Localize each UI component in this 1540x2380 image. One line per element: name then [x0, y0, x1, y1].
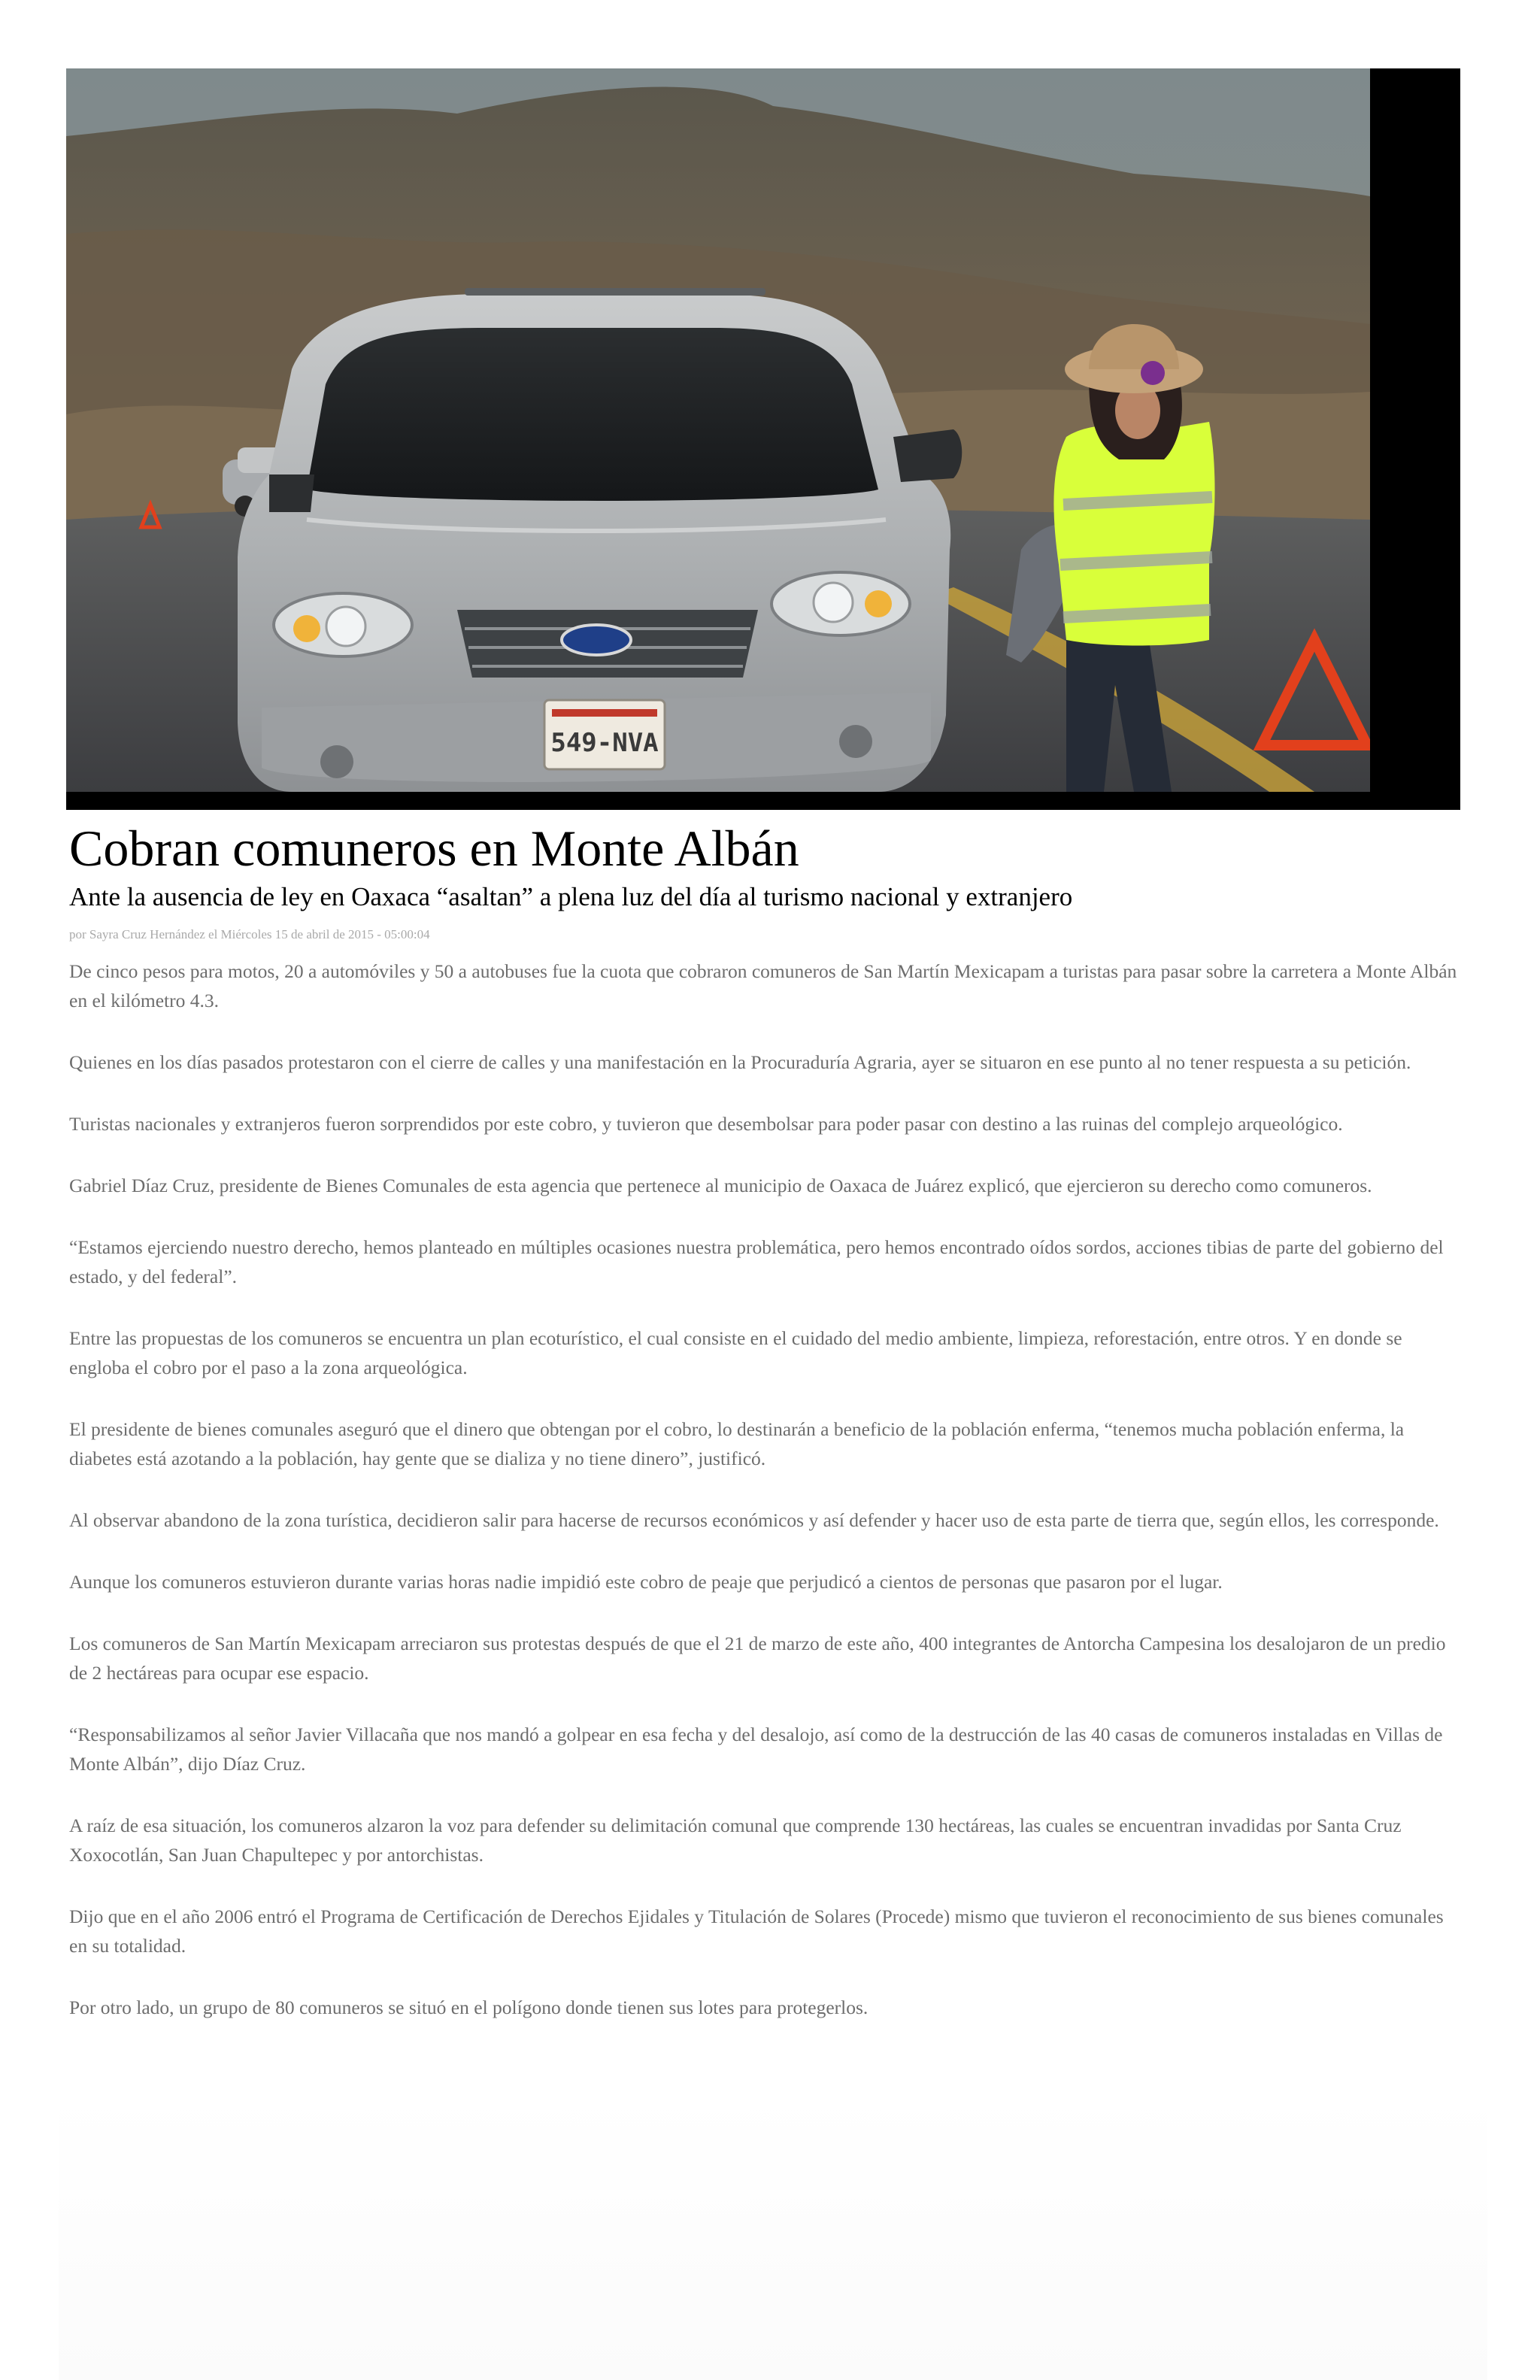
article-paragraph: Los comuneros de San Martín Mexicapam arreciaron sus protestas después de que el 21 de marzo de este año, 400 integrantes de Antorcha Campesina los desalojaron de un predio de 2 hectáreas para ocupar ese espacio. [69, 1633, 1446, 1684]
article-paragraph: Gabriel Díaz Cruz, presidente de Bienes Comunales de esta agencia que pertenece al municipio de Oaxaca de Juárez explicó, que ejercieron su derecho como comuneros. [69, 1175, 1372, 1196]
article-photo [66, 68, 1460, 810]
article [69, 811, 1460, 2054]
photo-illustration [66, 68, 1460, 810]
article-paragraph: El presidente de bienes comunales aseguró que el dinero que obtengan por el cobro, lo destinarán a beneficio de la población enferma, “tenemos mucha población enferma, la diabetes está azotando a la población, hay gente que se dializa y no tiene dinero”, justificó. [69, 1418, 1405, 1469]
article-byline: por Sayra Cruz Hernández el Miércoles 15 de abril de 2015 - 05:00:04 [69, 927, 430, 941]
article-paragraph: Al observar abandono de la zona turística, decidieron salir para hacerse de recursos económicos y así defender y hacer uso de esta parte de tierra que, según ellos, les corresponde. [69, 1509, 1439, 1531]
article-subheadline: Ante la ausencia de ley en Oaxaca “asaltan” a plena luz del día al turismo nacional y extranjero [69, 882, 1073, 911]
article-paragraph: “Estamos ejerciendo nuestro derecho, hemos planteado en múltiples ocasiones nuestra problemática, pero hemos encontrado oídos sordos, acciones tibias de parte del gobierno del estado, y del federal”. [69, 1236, 1444, 1287]
article-body [69, 957, 1460, 2022]
article-paragraph: Quienes en los días pasados protestaron con el cierre de calles y una manifestación en la Procuraduría Agraria, ayer se situaron en ese punto al no tener respuesta a su petición. [69, 1051, 1411, 1073]
article-paragraph: Turistas nacionales y extranjeros fueron sorprendidos por este cobro, y tuvieron que desembolsar para poder pasar con destino a las ruinas del complejo arqueológico. [69, 1113, 1343, 1135]
article-paragraph: De cinco pesos para motos, 20 a automóviles y 50 a autobuses fue la cuota que cobraron comuneros de San Martín Mexicapam a turistas para pasar sobre la carretera a Monte Albán en el kilómetro 4.3. [69, 960, 1457, 1011]
article-paragraph: A raíz de esa situación, los comuneros alzaron la voz para defender su delimitación comunal que comprende 130 hectáreas, las cuales se encuentran invadidas por Santa Cruz Xoxocotlán, San Juan Chapultepec y por antorchistas. [69, 1815, 1402, 1866]
article-paragraph: Dijo que en el año 2006 entró el Programa de Certificación de Derechos Ejidales y Titulación de Solares (Procede) mismo que tuvieron el reconocimiento de sus bienes comunales en su totalidad. [69, 1906, 1444, 1957]
article-paragraph: “Responsabilizamos al señor Javier Villacaña que nos mandó a golpear en esa fecha y del desalojo, así como de la destrucción de las 40 casas de comuneros instaladas en Villas de Monte Albán”, dijo Díaz Cruz. [69, 1724, 1443, 1775]
article-paragraph: Aunque los comuneros estuvieron durante varias horas nadie impidió este cobro de peaje que perjudicó a cientos de personas que pasaron por el lugar. [69, 1571, 1223, 1593]
article-paragraph: Por otro lado, un grupo de 80 comuneros se situó en el polígono donde tienen sus lotes para protegerlos. [69, 1996, 869, 2018]
license-plate-text: 549-NVA [550, 728, 659, 758]
article-paragraph: Entre las propuestas de los comuneros se encuentra un plan ecoturístico, el cual consiste en el cuidado del medio ambiente, limpieza, reforestación, entre otros. Y en donde se engloba el cobro por el paso a la zona arqueológica. [69, 1327, 1402, 1378]
page-background [59, 2090, 1487, 2380]
article-headline: Cobran comuneros en Monte Albán [69, 820, 799, 877]
